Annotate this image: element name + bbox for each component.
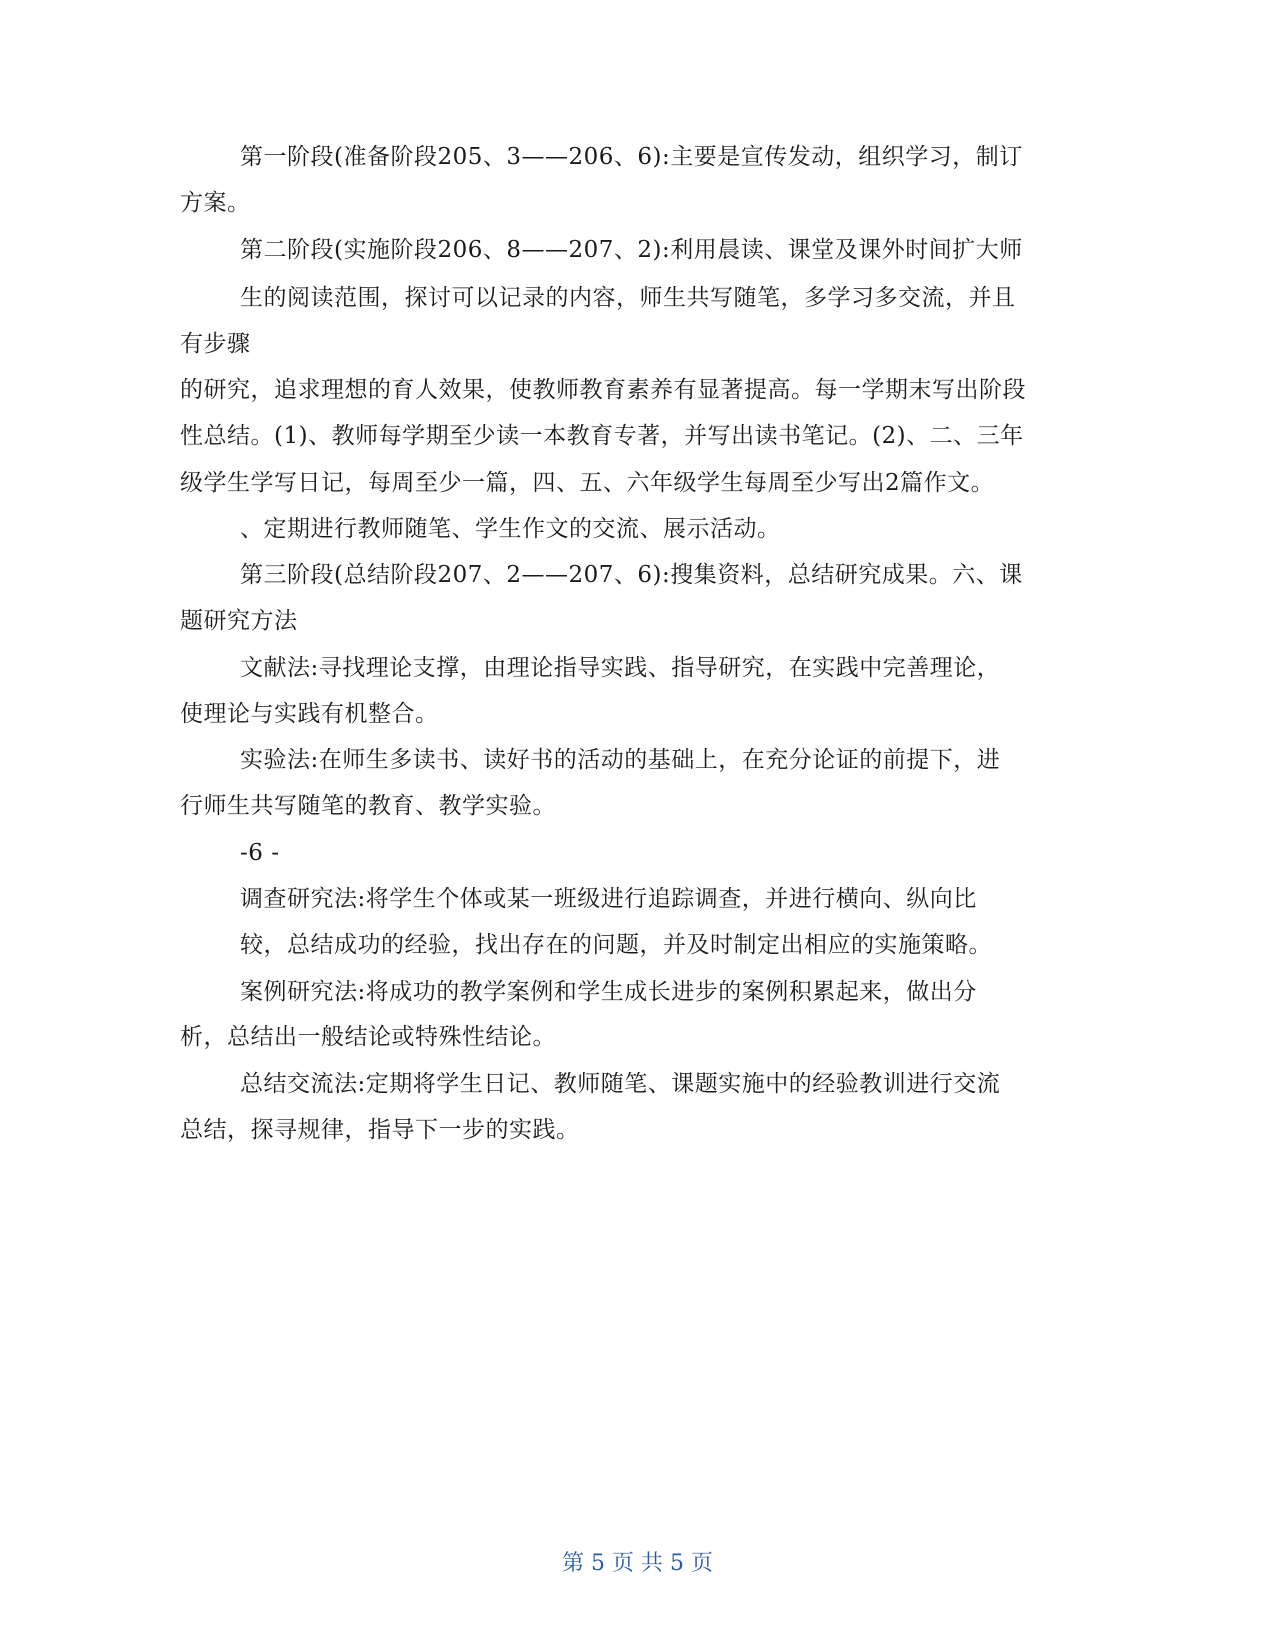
text-line-11: 题研究方法 (180, 608, 298, 634)
text-line-4: 生的阅读范围，探讨可以记录的内容，师生共写随笔，多学习多交流，并且 (240, 285, 1016, 311)
text-line-1: 第一阶段(准备阶段205、3——206、6):主要是宣传发动，组织学习，制订 (240, 144, 1023, 170)
page-footer: 第 5 页 共 5 页 (562, 1551, 713, 1576)
text-line-14: 实验法:在师生多读书、读好书的活动的基础上，在充分论证的前提下，进 (240, 747, 1001, 773)
text-line-22: 总结，探寻规律，指导下一步的实践。 (180, 1117, 580, 1143)
text-line-21: 总结交流法:定期将学生日记、教师随笔、课题实施中的经验教训进行交流 (240, 1071, 1001, 1097)
text-line-7: 性总结。(1)、教师每学期至少读一本教育专著，并写出读书笔记。(2)、二、三年 (180, 423, 1024, 449)
text-line-6: 的研究，追求理想的育人效果，使教师教育素养有显著提高。每一学期末写出阶段 (180, 377, 1026, 403)
text-line-2: 方案。 (180, 190, 251, 216)
text-line-9: 、定期进行教师随笔、学生作文的交流、展示活动。 (240, 516, 781, 542)
text-line-3: 第二阶段(实施阶段206、8——207、2):利用晨读、课堂及课外时间扩大师 (240, 237, 1023, 263)
text-line-20: 析，总结出一般结论或特殊性结论。 (180, 1024, 556, 1050)
text-line-15: 行师生共写随笔的教育、教学实验。 (180, 793, 556, 819)
text-line-13: 使理论与实践有机整合。 (180, 701, 439, 727)
page-marker: -6 - (240, 840, 280, 866)
text-line-17: 调查研究法:将学生个体或某一班级进行追踪调查，并进行横向、纵向比 (240, 886, 977, 912)
text-line-12: 文献法:寻找理论支撑，由理论指导实践、指导研究，在实践中完善理论， (240, 655, 1001, 681)
text-line-5: 有步骤 (180, 331, 251, 357)
text-line-18: 较，总结成功的经验，找出存在的问题，并及时制定出相应的实施策略。 (240, 932, 992, 958)
text-line-19: 案例研究法:将成功的教学案例和学生成长进步的案例积累起来，做出分 (240, 979, 977, 1005)
text-line-10: 第三阶段(总结阶段207、2——207、6):搜集资料，总结研究成果。六、课 (240, 562, 1023, 588)
text-line-8: 级学生学写日记，每周至少一篇，四、五、六年级学生每周至少写出2篇作文。 (180, 470, 995, 496)
